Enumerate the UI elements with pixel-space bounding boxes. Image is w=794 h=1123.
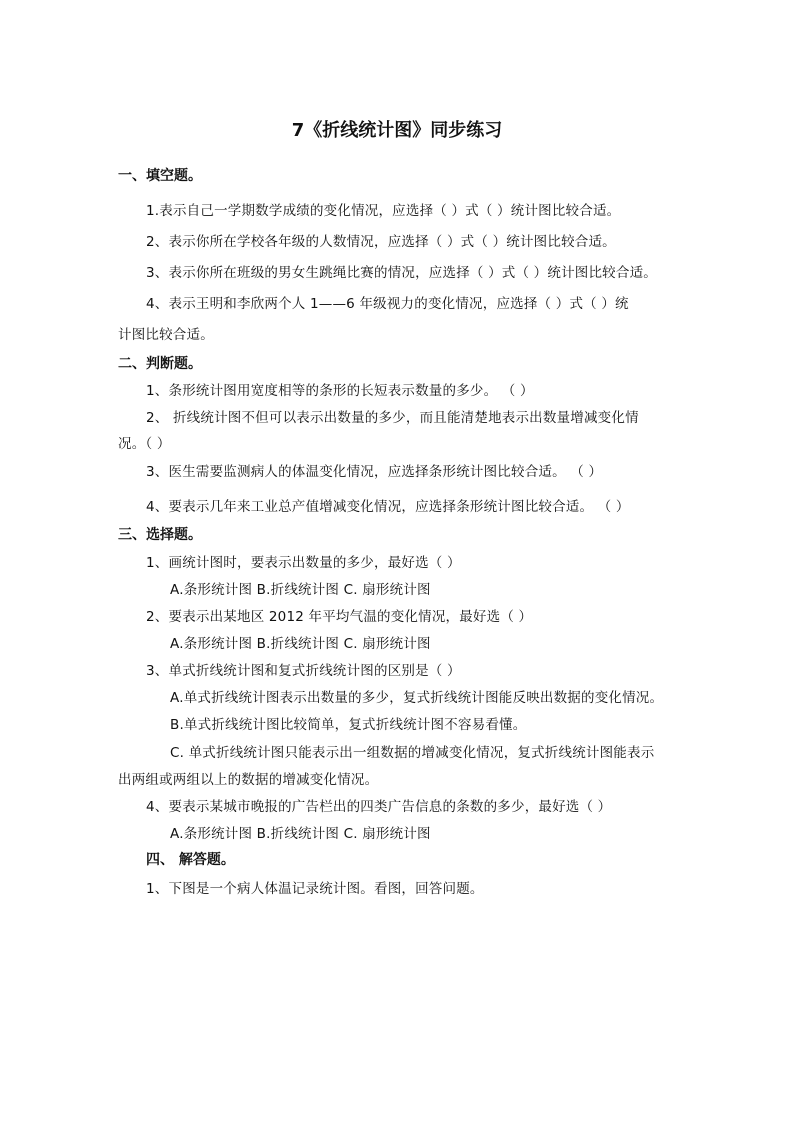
choice-question-3-option-c-line2: 出两组或两组以上的数据的增减变化情况。 [118,772,379,788]
answer-question-1: 1、下图是一个病人体温记录统计图。看图，回答问题。 [146,881,484,897]
section-heading-fill: 一、填空题。 [118,168,202,184]
choice-question-3-option-c-line1: C. 单式折线统计图只能表示出一组数据的增减变化情况，复式折线统计图能表示 [170,745,655,761]
fill-question-4-line2: 计图比较合适。 [118,327,214,343]
section-heading-choice: 三、选择题。 [118,527,202,543]
choice-question-3-option-b: B.单式折线统计图比较简单，复式折线统计图不容易看懂。 [170,717,527,733]
fill-question-3: 3、表示你所在班级的男女生跳绳比赛的情况，应选择（ ）式（ ）统计图比较合适。 [146,265,657,281]
choice-question-4-options: A.条形统计图 B.折线统计图 C. 扇形统计图 [170,826,431,842]
section-heading-judge: 二、判断题。 [118,356,202,372]
judge-question-2-line2: 况。（ ） [118,436,171,452]
choice-question-3-option-a: A.单式折线统计图表示出数量的多少，复式折线统计图能反映出数据的变化情况。 [170,690,664,706]
choice-question-1-options: A.条形统计图 B.折线统计图 C. 扇形统计图 [170,582,431,598]
judge-question-3: 3、医生需要监测病人的体温变化情况，应选择条形统计图比较合适。 （ ） [146,464,603,480]
judge-question-2-line1: 2、 折线统计图不但可以表示出数量的多少，而且能清楚地表示出数量增减变化情 [146,410,639,426]
choice-question-2: 2、要表示出某地区 2012 年平均气温的变化情况，最好选（ ） [146,609,533,625]
page-title: 7《折线统计图》同步练习 [291,120,503,141]
choice-question-1: 1、画统计图时，要表示出数量的多少，最好选（ ） [146,555,461,571]
fill-question-2: 2、表示你所在学校各年级的人数情况，应选择（ ）式（ ）统计图比较合适。 [146,234,616,250]
fill-question-4-line1: 4、表示王明和李欣两个人 1——6 年级视力的变化情况，应选择（ ）式（ ）统 [146,296,629,312]
choice-question-4: 4、要表示某城市晚报的广告栏出的四类广告信息的条数的多少，最好选（ ） [146,799,612,815]
choice-question-2-options: A.条形统计图 B.折线统计图 C. 扇形统计图 [170,636,431,652]
section-heading-answer: 四、 解答题。 [146,852,235,868]
fill-question-1: 1.表示自己一学期数学成绩的变化情况，应选择（ ）式（ ）统计图比较合适。 [146,203,621,219]
choice-question-3: 3、单式折线统计图和复式折线统计图的区别是（ ） [146,663,461,679]
judge-question-1: 1、条形统计图用宽度相等的条形的长短表示数量的多少。 （ ） [146,383,534,399]
judge-question-4: 4、要表示几年来工业总产值增减变化情况，应选择条形统计图比较合适。 （ ） [146,499,630,515]
